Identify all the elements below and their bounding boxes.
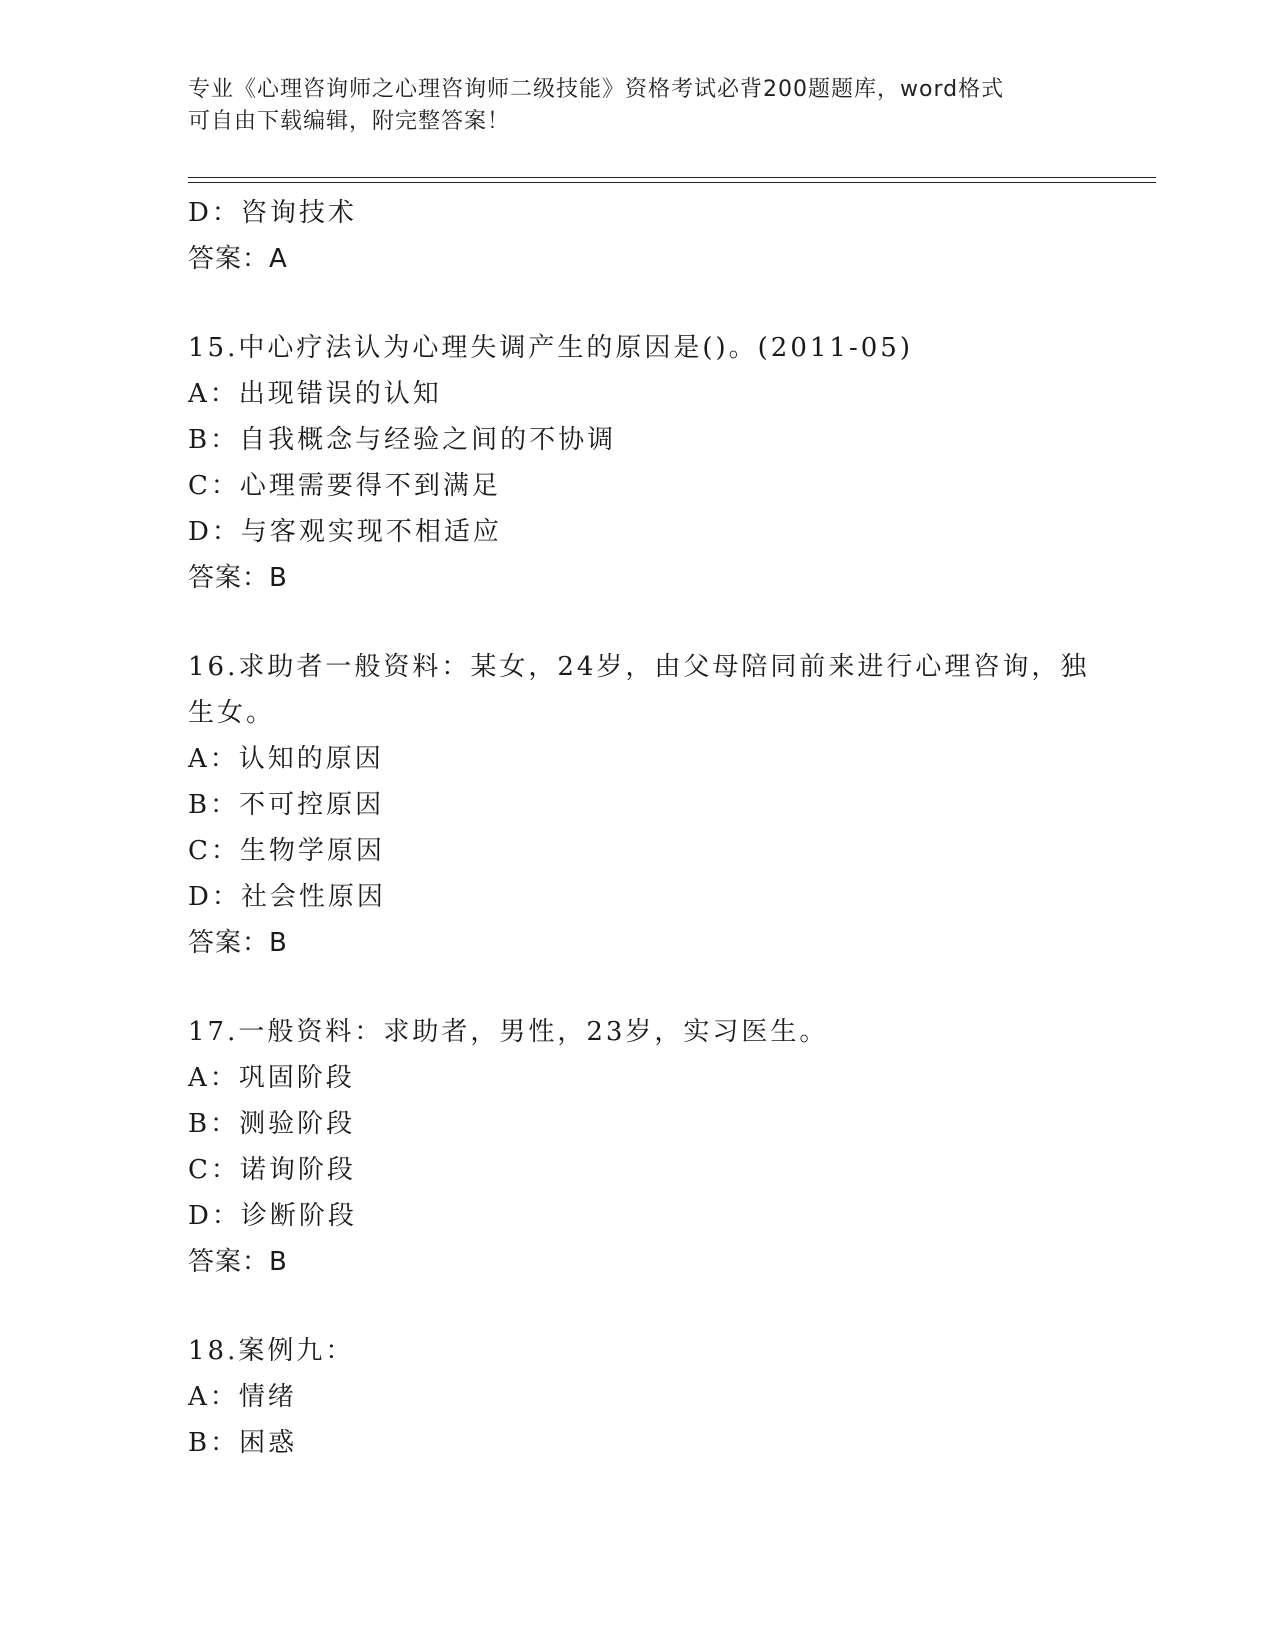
option-b: B：不可控原因 bbox=[188, 790, 385, 820]
question-16 bbox=[188, 644, 1088, 966]
header-rule-top bbox=[188, 177, 1156, 178]
option-d: D：诊断阶段 bbox=[188, 1201, 357, 1231]
question-stem: 15.中心疗法认为心理失调产生的原因是()。(2011-05) bbox=[188, 333, 913, 363]
answer: 答案：B bbox=[188, 1247, 288, 1277]
answer: 答案：B bbox=[188, 928, 288, 958]
question-stem-line-2: 生女。 bbox=[188, 698, 276, 728]
option-a: A：巩固阶段 bbox=[188, 1063, 355, 1093]
prev-answer: 答案：A bbox=[188, 244, 288, 274]
question-stem: 17.一般资料：求助者，男性，23岁，实习医生。 bbox=[188, 1017, 829, 1047]
question-15 bbox=[188, 325, 1088, 601]
option-c: C：诺询阶段 bbox=[188, 1155, 356, 1185]
option-a: A：出现错误的认知 bbox=[188, 379, 442, 409]
prev-option-d: D：咨询技术 bbox=[188, 198, 357, 228]
option-b: B：自我概念与经验之间的不协调 bbox=[188, 425, 617, 455]
question-stem-line-1: 16.求助者一般资料：某女，24岁，由父母陪同前来进行心理咨询，独 bbox=[188, 652, 1090, 682]
document-header bbox=[188, 74, 1088, 138]
option-a: A：情绪 bbox=[188, 1382, 297, 1412]
header-line-2: 可自由下载编辑，附完整答案！ bbox=[188, 109, 511, 134]
option-c: C：心理需要得不到满足 bbox=[188, 471, 501, 501]
question-stem: 18.案例九： bbox=[188, 1336, 355, 1366]
header-rule-bottom bbox=[188, 182, 1156, 183]
answer: 答案：B bbox=[188, 563, 288, 593]
question-18 bbox=[188, 1328, 1088, 1466]
option-b: B：困惑 bbox=[188, 1428, 298, 1458]
header-line-1: 专业《心理咨询师之心理咨询师二级技能》资格考试必背200题题库，word格式 bbox=[188, 77, 1005, 102]
question-list bbox=[188, 190, 1088, 1466]
option-b: B：测验阶段 bbox=[188, 1109, 356, 1139]
option-c: C：生物学原因 bbox=[188, 836, 385, 866]
option-d: D：与客观实现不相适应 bbox=[188, 517, 502, 547]
option-d: D：社会性原因 bbox=[188, 882, 386, 912]
question-17 bbox=[188, 1009, 1088, 1285]
option-a: A：认知的原因 bbox=[188, 744, 384, 774]
